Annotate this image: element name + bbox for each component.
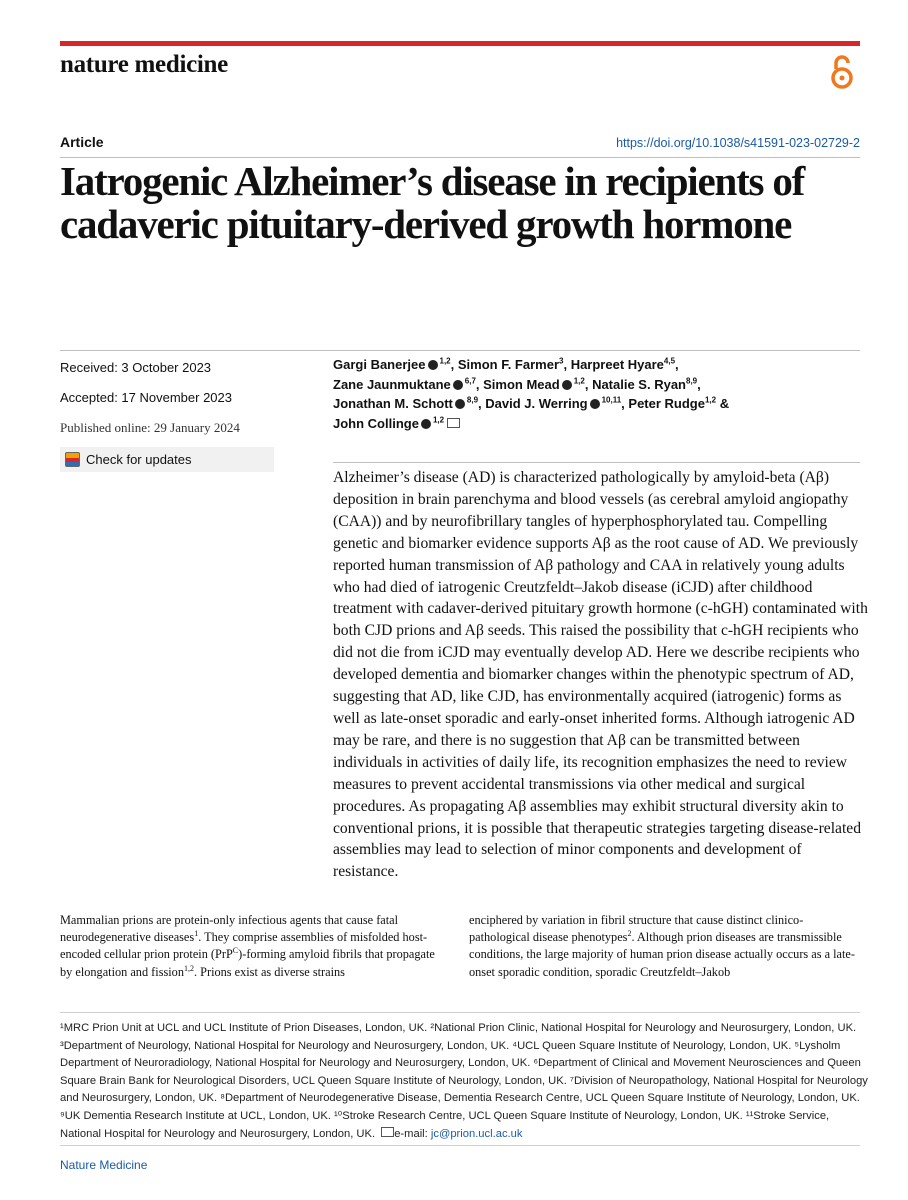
affiliation-sup: 8,9 xyxy=(686,376,698,386)
body-column-left xyxy=(60,912,450,981)
open-access-icon xyxy=(826,52,858,92)
author-list: Gargi Banerjee $^{1,2}$, Simon F. Farmer$^3$, Harpreet Hyare$^{4,5}$, Zane Jaunmuktane $^{6,7}$, Simon Mead $^{1,2}$, Natalie S. Ryan$^{8,9}$, Jonathan M. Schott $^{8,9}$, David J. Werring $^{10,11}$, Peter Rudge$^{1,2}$ & John Collinge $^{1,2}$ xyxy=(333,356,730,431)
affiliation-sup: 6,7 xyxy=(464,376,476,386)
reference-link[interactable]: 1,2 xyxy=(183,963,194,973)
footer-journal-name[interactable]: Nature Medicine xyxy=(60,1158,148,1172)
top-accent-bar xyxy=(60,41,860,46)
orcid-icon[interactable] xyxy=(421,419,431,429)
body-text: Mammalian prions are protein-only infectious agents that cause fatal neurodegenerative diseases xyxy=(60,913,399,945)
affiliation-sup: 1,2 xyxy=(704,395,717,405)
author-name[interactable]: Harpreet Hyare xyxy=(570,357,664,372)
crossmark-icon xyxy=(65,452,80,467)
affiliation-sup: 1,2 xyxy=(573,376,585,386)
reference-link[interactable]: 2 xyxy=(627,929,632,939)
divider xyxy=(60,350,860,351)
accepted-date: Accepted: 17 November 2023 xyxy=(60,390,232,405)
orcid-icon[interactable] xyxy=(562,380,572,390)
author-name[interactable]: Zane Jaunmuktane xyxy=(333,376,451,392)
reference-link[interactable]: 1 xyxy=(194,929,199,939)
affiliation-sup: 3 xyxy=(559,356,564,366)
journal-logo[interactable]: nature medicine xyxy=(60,51,228,78)
check-for-updates-label: Check for updates xyxy=(86,452,192,467)
affiliation-sup: 4,5 xyxy=(663,356,676,366)
author-name[interactable]: Simon F. Farmer xyxy=(457,357,559,372)
divider xyxy=(60,1145,860,1146)
divider xyxy=(60,1012,860,1013)
published-date: Published online: 29 January 2024 xyxy=(60,420,240,435)
body-text: . Although prion diseases are transmissible conditions, the large majority of human prion disease actually occurs as a late-onset sporadic condition, sporadic Creutzfeldt–Jakob xyxy=(469,930,855,979)
divider xyxy=(333,462,860,463)
affiliations-footnote xyxy=(60,1020,870,1143)
orcid-icon[interactable] xyxy=(590,399,600,409)
email-link[interactable]: jc@prion.ucl.ac.uk xyxy=(430,1127,523,1140)
orcid-icon[interactable] xyxy=(455,399,465,409)
doi-link[interactable]: https://doi.org/10.1038/s41591-023-02729-2 xyxy=(616,136,860,150)
article-title: Iatrogenic Alzheimer’s disease in recipients of cadaveric pituitary-derived growth hormone xyxy=(60,158,805,247)
orcid-icon[interactable] xyxy=(453,380,463,390)
email-icon xyxy=(381,1127,394,1137)
email-label: e-mail: xyxy=(394,1127,428,1140)
affiliation-sup: 1,2 xyxy=(432,415,445,425)
affiliation-sup: 1,2 xyxy=(439,356,451,366)
body-text: . Prions exist as diverse strains xyxy=(193,964,345,979)
author-name[interactable]: Peter Rudge xyxy=(628,396,705,411)
author-name[interactable]: Gargi Banerjee xyxy=(333,357,426,372)
email-icon[interactable] xyxy=(447,418,460,428)
superscript: C xyxy=(232,946,239,956)
author-name[interactable]: Natalie S. Ryan xyxy=(592,376,686,392)
affiliation-sup: 10,11 xyxy=(601,395,622,405)
received-date: Received: 3 October 2023 xyxy=(60,360,212,375)
orcid-icon[interactable] xyxy=(428,360,438,370)
body-text: )-forming amyloid fibrils that propagate by elongation and fission xyxy=(60,947,435,979)
author-name[interactable]: Simon Mead xyxy=(483,376,560,392)
author-name[interactable]: David J. Werring xyxy=(485,396,588,411)
abstract: Alzheimer’s disease (AD) is characterized pathologically by amyloid-beta (Aβ) deposition in brain parenchyma and blood vessels (as cerebral amyloid angiopathy (CAA)) and by neurofibrillary tangles of hyperphosphorylated tau. Compelling genetic and biomarker evidence supports Aβ as the root cause of AD. We previously reported human transmission of Aβ pathology and CAA in relatively young adults who had died of iatrogenic Creutzfeldt–Jakob disease (iCJD) after childhood treatment with cadaver-derived pituitary growth hormone (c-hGH) contaminated with both CJD prions and Aβ seeds. This raised the possibility that c-hGH recipients who did not die from iCJD may eventually develop AD. Here we describe recipients who developed dementia and biomarker changes within the phenotypic spectrum of AD, suggesting that AD, like CJD, has environmentally acquired (iatrogenic) forms as well as late-onset sporadic and early-onset inherited forms. Although iatrogenic AD may be rare, and there is no suggestion that Aβ can be transmitted between individuals in activities of daily life, its recognition emphasizes the need to review measures to prevent accidental transmissions via other medical and surgical procedures. As propagating Aβ assemblies may exhibit structural diversity akin to conventional prions, it is possible that therapeutic strategies targeting disease-related assemblies may lead to selection of minor components and development of resistance. xyxy=(333,469,868,881)
body-text: enciphered by variation in fibril structure that cause distinct clinico-pathological disease phenotypes xyxy=(469,913,804,945)
body-text: . They comprise assemblies of misfolded host-encoded cellular prion protein (PrP xyxy=(60,930,428,962)
author-name[interactable]: Jonathan M. Schott xyxy=(333,396,453,411)
check-for-updates-button[interactable] xyxy=(60,447,274,472)
affiliations-text: ¹MRC Prion Unit at UCL and UCL Institute of Prion Diseases, London, UK. ²National Prion Clinic, National Hospital for Neurology and Neurosurgery, London, UK. ³Department of Neurology, National Hospital for Neurology and Neurosurgery, London, UK. ⁴UCL Queen Square Institute of Neurology, London, UK. ⁵Lysholm Department of Neuroradiology, National Hospital for Neurology and Neurosurgery, London, UK. ⁶Department of Clinical and Movement Neurosciences and Queen Square Brain Bank for Neurological Disorders, UCL Queen Square Institute of Neurology, London, UK. ⁷Division of Neuropathology, National Hospital for Neurology and Neurosurgery, London, UK. ⁸Department of Neurodegenerative Disease, Dementia Research Centre, UCL Queen Square Institute of Neurology, London, UK. ⁹UK Dementia Research Institute at UCL, London, UK. ¹⁰Stroke Research Centre, UCL Queen Square Institute of Neurology, London, UK. ¹¹Stroke Service, National Hospital for Neurology and Neurosurgery, London, UK. xyxy=(60,1022,868,1140)
body-column-right xyxy=(469,912,859,981)
affiliation-sup: 8,9 xyxy=(466,395,479,405)
article-type-label: Article xyxy=(60,134,104,150)
author-name[interactable]: John Collinge xyxy=(333,415,419,431)
